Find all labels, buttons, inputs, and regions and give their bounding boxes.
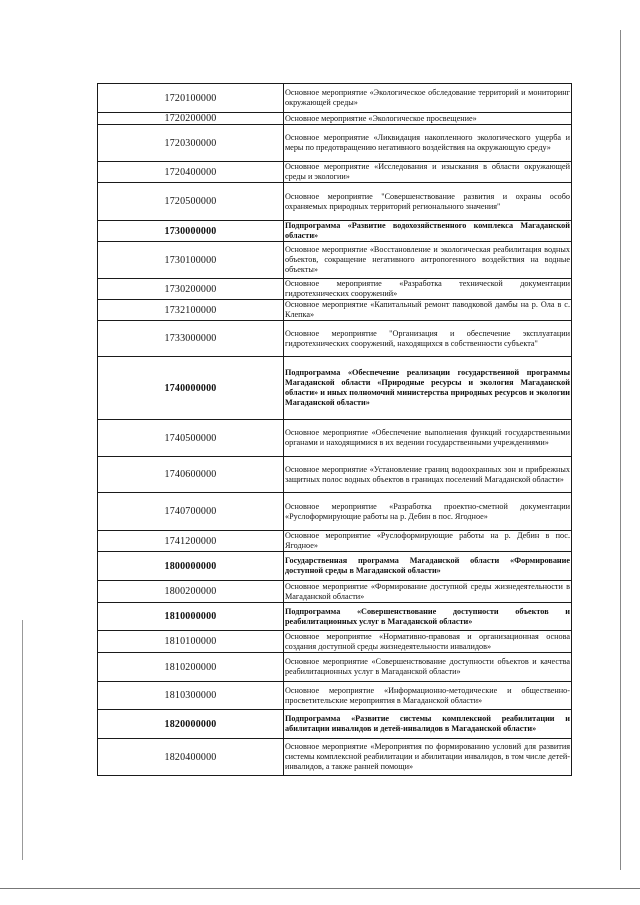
row-code: 1820000000 bbox=[98, 710, 284, 739]
row-description: Основное мероприятие «Информационно-методические и общественно-просветительские мероприятия в Магаданской области» bbox=[284, 682, 572, 710]
row-code: 1720400000 bbox=[98, 162, 284, 183]
row-description: Основное мероприятие «Установление границ водоохранных зон и прибрежных защитных полос водных объектов в границах поселений Магаданской области» bbox=[284, 457, 572, 493]
table-row bbox=[98, 603, 572, 631]
table-row bbox=[98, 493, 572, 531]
row-description: Подпрограмма «Развитие системы комплексной реабилитации и абилитации инвалидов и детей-инвалидов в Магаданской области» bbox=[284, 710, 572, 739]
row-description: Основное мероприятие «Капитальный ремонт паводковой дамбы на р. Ола в с. Клепка» bbox=[285, 300, 570, 319]
row-description: Основное мероприятие «Совершенствование доступности объектов и качества реабилитационных услуг в Магаданской области» bbox=[284, 653, 572, 682]
table-row bbox=[98, 221, 572, 242]
row-description: Основное мероприятие «Мероприятия по формированию условий для развития системы комплексной реабилитации и абилитации инвалидов, в том числе детей-инвалидов, а также ранней помощи» bbox=[284, 739, 572, 776]
row-code: 1740600000 bbox=[98, 457, 284, 493]
row-description: Основное мероприятие «Ликвидация накопленного экологического ущерба и меры по предотвращению негативного воздействия на окружающую среду» bbox=[284, 125, 572, 162]
row-description: Государственная программа Магаданской области «Формирование доступной среды в Магаданской области» bbox=[284, 552, 572, 581]
table-row bbox=[98, 300, 572, 321]
row-description: Подпрограмма «Обеспечение реализации государственной программы Магаданской области «Природные ресурсы и экология Магаданской области» и иных полномочий министерства природных ресурсов и экологии Магаданской области» bbox=[284, 357, 572, 420]
row-description: Подпрограмма «Совершенствование доступности объектов и реабилитационных услуг в Магаданской области» bbox=[284, 603, 572, 631]
row-description: Основное мероприятие «Разработка технической документации гидротехнических сооружений» bbox=[285, 279, 570, 298]
row-code: 1741200000 bbox=[98, 531, 284, 552]
row-code: 1810300000 bbox=[98, 682, 284, 710]
table-row bbox=[98, 279, 572, 300]
row-description: Основное мероприятие «Формирование доступной среды жизнедеятельности в Магаданской области» bbox=[285, 581, 570, 601]
table-row bbox=[98, 125, 572, 162]
row-code: 1740000000 bbox=[98, 357, 284, 420]
table-row bbox=[98, 653, 572, 682]
row-code: 1732100000 bbox=[98, 300, 284, 321]
table-row bbox=[98, 457, 572, 493]
table-row bbox=[98, 581, 572, 603]
row-description: Основное мероприятие «Исследования и изыскания в области окружающей среды и экологии» bbox=[285, 162, 570, 181]
row-description: Основное мероприятие «Руслоформирующие работы на р. Дебин в пос. Ягодное» bbox=[285, 531, 570, 550]
row-code: 1740700000 bbox=[98, 493, 284, 531]
row-code: 1810200000 bbox=[98, 653, 284, 682]
table-row bbox=[98, 84, 572, 113]
row-code: 1720100000 bbox=[98, 84, 284, 113]
table-row bbox=[98, 710, 572, 739]
table-row bbox=[98, 242, 572, 279]
row-description: Основное мероприятие «Восстановление и экологическая реабилитация водных объектов, сокращение негативного антропогенного воздействия на водные объекты» bbox=[284, 242, 572, 279]
row-code: 1810100000 bbox=[98, 631, 284, 653]
row-description: Основное мероприятие «Разработка проектно-сметной документации «Руслоформирующие работы на р. Дебин в пос. Ягодное» bbox=[284, 493, 572, 531]
table-row bbox=[98, 420, 572, 457]
row-code: 1820400000 bbox=[98, 739, 284, 776]
table-row bbox=[98, 739, 572, 776]
row-code: 1730000000 bbox=[98, 221, 284, 242]
row-description: Подпрограмма «Развитие водохозяйственного комплекса Магаданской области» bbox=[285, 221, 570, 240]
row-description: Основное мероприятие «Обеспечение выполнения функций государственными органами и находящимися в их ведении государственными учреждениями» bbox=[284, 420, 572, 457]
table-row bbox=[98, 183, 572, 221]
row-code: 1810000000 bbox=[98, 603, 284, 631]
row-code: 1800000000 bbox=[98, 552, 284, 581]
row-description: Основное мероприятие «Экологическое обследование территорий и мониторинг окружающей среды» bbox=[284, 84, 572, 113]
table-body bbox=[98, 84, 572, 776]
table-row bbox=[98, 357, 572, 420]
row-code: 1730200000 bbox=[98, 279, 284, 300]
row-description: Основное мероприятие «Нормативно-правовая и организационная основа создания доступной среды жизнедеятельности инвалидов» bbox=[285, 631, 570, 651]
row-code: 1740500000 bbox=[98, 420, 284, 457]
row-code: 1720300000 bbox=[98, 125, 284, 162]
table-row bbox=[98, 321, 572, 357]
table-row bbox=[98, 113, 572, 125]
budget-classification-table bbox=[97, 83, 572, 776]
table-row bbox=[98, 682, 572, 710]
row-code: 1720200000 bbox=[98, 113, 284, 125]
table-row bbox=[98, 552, 572, 581]
scan-edge-left bbox=[22, 620, 23, 860]
row-description: Основное мероприятие "Организация и обеспечение эксплуатации гидротехнических сооружений, находящихся в собственности субъекта" bbox=[284, 321, 572, 357]
row-code: 1733000000 bbox=[98, 321, 284, 357]
row-code: 1800200000 bbox=[98, 581, 284, 603]
row-description: Основное мероприятие «Экологическое просвещение» bbox=[284, 113, 572, 125]
table-row bbox=[98, 162, 572, 183]
row-code: 1720500000 bbox=[98, 183, 284, 221]
table-row bbox=[98, 631, 572, 653]
row-code: 1730100000 bbox=[98, 242, 284, 279]
row-description: Основное мероприятие "Совершенствование развития и охраны особо охраняемых природных территорий регионального значения" bbox=[284, 183, 572, 221]
scan-edge-bottom bbox=[0, 888, 640, 889]
scan-edge-right bbox=[620, 30, 621, 870]
table-row bbox=[98, 531, 572, 552]
